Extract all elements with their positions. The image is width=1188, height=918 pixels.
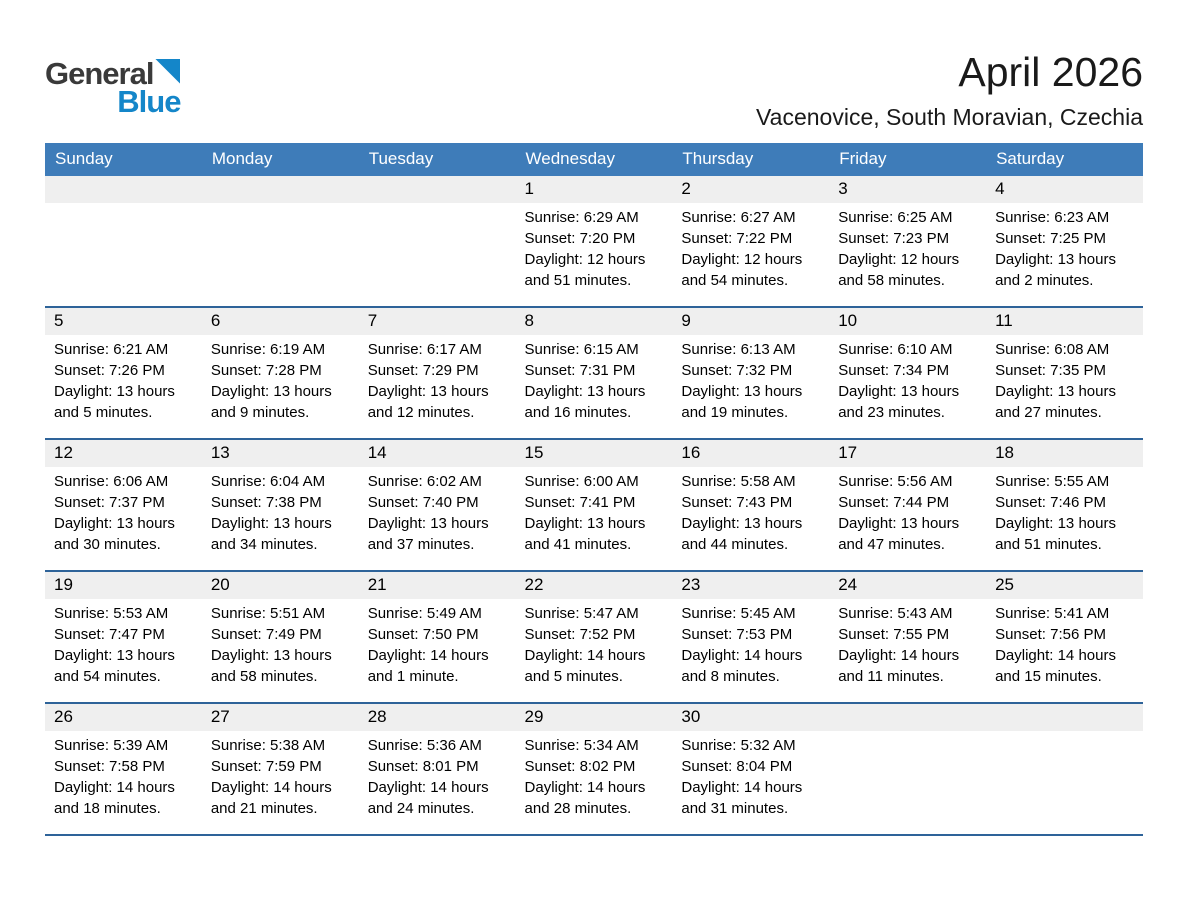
day-details (672, 599, 829, 702)
daylight-text: Daylight: 14 hours and 11 minutes. (838, 647, 960, 686)
sunrise-text: Sunrise: 6:04 AM (210, 473, 326, 491)
day-number: 16 (672, 440, 829, 467)
sunrise-text: Sunrise: 6:08 AM (995, 341, 1110, 359)
sunset-text: Sunset: 7:31 PM (524, 362, 636, 380)
sunset-text: Sunset: 7:41 PM (524, 494, 636, 512)
day-cell-9 (672, 307, 829, 439)
sunrise-text: Sunrise: 5:51 AM (210, 605, 326, 623)
sunset-text: Sunset: 7:26 PM (54, 362, 165, 380)
daylight-text: Daylight: 14 hours and 31 minutes. (681, 779, 803, 818)
month-title: April 2026 (958, 49, 1143, 95)
daylight-text: Daylight: 12 hours and 58 minutes. (838, 251, 960, 290)
sunrise-text: Sunrise: 6:02 AM (367, 473, 482, 491)
sunrise-text: Sunrise: 5:49 AM (367, 605, 482, 623)
empty-body (986, 731, 1143, 834)
day-cell-27 (202, 703, 359, 835)
sunrise-text: Sunrise: 5:45 AM (681, 605, 796, 623)
logo-text-blue: Blue (117, 84, 181, 119)
sunset-text: Sunset: 7:32 PM (681, 362, 793, 380)
day-details (202, 335, 359, 438)
sunset-text: Sunset: 7:47 PM (54, 626, 165, 644)
sunrise-text: Sunrise: 6:10 AM (838, 341, 953, 359)
logo-triangle-icon (155, 59, 180, 84)
sunset-text: Sunset: 7:25 PM (995, 230, 1106, 248)
day-cell-17 (829, 439, 986, 571)
sunset-text: Sunset: 8:04 PM (681, 758, 793, 776)
day-cell-18 (986, 439, 1143, 571)
sunrise-text: Sunrise: 5:43 AM (838, 605, 953, 623)
sunrise-text: Sunrise: 5:38 AM (210, 737, 326, 755)
sunset-text: Sunset: 7:56 PM (995, 626, 1106, 644)
daylight-text: Daylight: 13 hours and 44 minutes. (681, 515, 803, 554)
week-row-3 (45, 439, 1143, 571)
daylight-text: Daylight: 14 hours and 5 minutes. (524, 647, 646, 686)
sunset-text: Sunset: 7:43 PM (681, 494, 793, 512)
sunset-text: Sunset: 7:28 PM (210, 362, 322, 380)
weekday-header-thursday: Thursday (672, 143, 829, 176)
weekday-header-row (45, 143, 1143, 176)
day-number: 14 (359, 440, 516, 467)
day-details (45, 335, 202, 438)
sunrise-text: Sunrise: 6:15 AM (524, 341, 639, 359)
day-number: 27 (202, 704, 359, 731)
empty-strip (45, 176, 202, 203)
sunset-text: Sunset: 7:29 PM (367, 362, 479, 380)
day-cell-8 (516, 307, 673, 439)
day-cell-2 (672, 176, 829, 307)
empty-day-cell (45, 176, 202, 307)
sunset-text: Sunset: 7:44 PM (838, 494, 950, 512)
day-cell-13 (202, 439, 359, 571)
day-details (672, 731, 829, 834)
daylight-text: Daylight: 14 hours and 28 minutes. (524, 779, 646, 818)
daylight-text: Daylight: 13 hours and 54 minutes. (54, 647, 175, 686)
day-cell-10 (829, 307, 986, 439)
weekday-header-saturday: Saturday (986, 143, 1143, 176)
empty-day-cell (359, 176, 516, 307)
day-details (516, 335, 673, 438)
day-details (516, 203, 673, 306)
sunset-text: Sunset: 7:23 PM (838, 230, 950, 248)
empty-strip (986, 704, 1143, 731)
empty-strip (202, 176, 359, 203)
daylight-text: Daylight: 12 hours and 51 minutes. (524, 251, 646, 290)
day-details (829, 599, 986, 702)
sunrise-text: Sunrise: 6:23 AM (995, 209, 1110, 227)
day-number: 18 (986, 440, 1143, 467)
day-details (672, 467, 829, 570)
weekday-header-tuesday: Tuesday (359, 143, 516, 176)
sunrise-text: Sunrise: 6:17 AM (367, 341, 482, 359)
day-details (359, 599, 516, 702)
daylight-text: Daylight: 13 hours and 23 minutes. (838, 383, 960, 422)
daylight-text: Daylight: 13 hours and 34 minutes. (210, 515, 332, 554)
weekday-header-monday: Monday (202, 143, 359, 176)
day-number: 22 (516, 572, 673, 599)
day-details (45, 731, 202, 834)
day-details (986, 335, 1143, 438)
sunrise-text: Sunrise: 5:32 AM (681, 737, 796, 755)
day-details (986, 467, 1143, 570)
daylight-text: Daylight: 13 hours and 9 minutes. (210, 383, 332, 422)
week-row-4 (45, 571, 1143, 703)
day-cell-5 (45, 307, 202, 439)
day-details (986, 599, 1143, 702)
day-number: 9 (672, 308, 829, 335)
day-details (829, 203, 986, 306)
sunrise-text: Sunrise: 6:27 AM (681, 209, 796, 227)
daylight-text: Daylight: 14 hours and 1 minute. (367, 647, 489, 686)
empty-strip (829, 704, 986, 731)
day-number: 24 (829, 572, 986, 599)
day-number: 13 (202, 440, 359, 467)
day-cell-6 (202, 307, 359, 439)
location-subtitle: Vacenovice, South Moravian, Czechia (756, 104, 1143, 131)
day-number: 11 (986, 308, 1143, 335)
day-details (359, 335, 516, 438)
sunrise-text: Sunrise: 6:29 AM (524, 209, 639, 227)
day-cell-12 (45, 439, 202, 571)
day-cell-20 (202, 571, 359, 703)
sunrise-text: Sunrise: 5:39 AM (54, 737, 169, 755)
daylight-text: Daylight: 13 hours and 41 minutes. (524, 515, 646, 554)
daylight-text: Daylight: 14 hours and 15 minutes. (995, 647, 1116, 686)
week-row-5 (45, 703, 1143, 835)
day-number: 8 (516, 308, 673, 335)
daylight-text: Daylight: 13 hours and 16 minutes. (524, 383, 646, 422)
sunset-text: Sunset: 7:53 PM (681, 626, 793, 644)
day-number: 3 (829, 176, 986, 203)
day-number: 21 (359, 572, 516, 599)
day-cell-3 (829, 176, 986, 307)
daylight-text: Daylight: 13 hours and 12 minutes. (367, 383, 489, 422)
day-number: 25 (986, 572, 1143, 599)
sunset-text: Sunset: 7:37 PM (54, 494, 165, 512)
empty-strip (359, 176, 516, 203)
day-cell-19 (45, 571, 202, 703)
sunset-text: Sunset: 7:40 PM (367, 494, 479, 512)
sunset-text: Sunset: 7:58 PM (54, 758, 165, 776)
day-details (986, 203, 1143, 306)
day-number: 10 (829, 308, 986, 335)
day-details (359, 731, 516, 834)
sunrise-text: Sunrise: 5:53 AM (54, 605, 169, 623)
sunrise-text: Sunrise: 5:47 AM (524, 605, 639, 623)
day-cell-16 (672, 439, 829, 571)
daylight-text: Daylight: 13 hours and 19 minutes. (681, 383, 803, 422)
title-block (180, 50, 1143, 131)
daylight-text: Daylight: 14 hours and 24 minutes. (367, 779, 489, 818)
day-details (202, 731, 359, 834)
sunrise-text: Sunrise: 5:34 AM (524, 737, 639, 755)
daylight-text: Daylight: 13 hours and 47 minutes. (838, 515, 960, 554)
sunrise-text: Sunrise: 5:41 AM (995, 605, 1110, 623)
sunrise-text: Sunrise: 5:36 AM (367, 737, 482, 755)
daylight-text: Daylight: 12 hours and 54 minutes. (681, 251, 803, 290)
topbar (45, 50, 1143, 131)
sunset-text: Sunset: 7:59 PM (210, 758, 322, 776)
day-cell-7 (359, 307, 516, 439)
sunrise-text: Sunrise: 5:56 AM (838, 473, 953, 491)
sunrise-text: Sunrise: 6:21 AM (54, 341, 169, 359)
day-cell-22 (516, 571, 673, 703)
day-number: 7 (359, 308, 516, 335)
day-cell-24 (829, 571, 986, 703)
empty-body (359, 203, 516, 306)
day-number: 15 (516, 440, 673, 467)
sunset-text: Sunset: 7:46 PM (995, 494, 1106, 512)
week-row-1 (45, 176, 1143, 307)
daylight-text: Daylight: 14 hours and 8 minutes. (681, 647, 803, 686)
day-details (359, 467, 516, 570)
day-details (45, 467, 202, 570)
day-details (202, 599, 359, 702)
sunrise-text: Sunrise: 6:00 AM (524, 473, 639, 491)
sunset-text: Sunset: 7:20 PM (524, 230, 636, 248)
general-blue-logo (45, 50, 180, 117)
sunset-text: Sunset: 7:50 PM (367, 626, 479, 644)
day-number: 19 (45, 572, 202, 599)
day-number: 20 (202, 572, 359, 599)
day-cell-30 (672, 703, 829, 835)
day-details (202, 467, 359, 570)
day-cell-28 (359, 703, 516, 835)
day-details (45, 599, 202, 702)
day-number: 17 (829, 440, 986, 467)
day-number: 28 (359, 704, 516, 731)
weekday-header-sunday: Sunday (45, 143, 202, 176)
sunrise-text: Sunrise: 6:19 AM (210, 341, 326, 359)
day-cell-11 (986, 307, 1143, 439)
sunset-text: Sunset: 7:49 PM (210, 626, 322, 644)
weekday-header-friday: Friday (829, 143, 986, 176)
daylight-text: Daylight: 14 hours and 18 minutes. (54, 779, 175, 818)
empty-day-cell (202, 176, 359, 307)
day-number: 5 (45, 308, 202, 335)
sunrise-text: Sunrise: 5:58 AM (681, 473, 796, 491)
day-details (516, 467, 673, 570)
sunset-text: Sunset: 7:34 PM (838, 362, 950, 380)
sunrise-text: Sunrise: 6:25 AM (838, 209, 953, 227)
day-details (672, 203, 829, 306)
daylight-text: Daylight: 13 hours and 5 minutes. (54, 383, 175, 422)
daylight-text: Daylight: 13 hours and 2 minutes. (995, 251, 1116, 290)
day-cell-15 (516, 439, 673, 571)
day-number: 29 (516, 704, 673, 731)
daylight-text: Daylight: 13 hours and 30 minutes. (54, 515, 175, 554)
empty-day-cell (829, 703, 986, 835)
sunrise-text: Sunrise: 6:13 AM (681, 341, 796, 359)
daylight-text: Daylight: 13 hours and 27 minutes. (995, 383, 1116, 422)
day-number: 2 (672, 176, 829, 203)
day-number: 12 (45, 440, 202, 467)
day-details (516, 731, 673, 834)
logo-text-general: General (45, 56, 154, 91)
empty-body (829, 731, 986, 834)
day-cell-21 (359, 571, 516, 703)
day-cell-1 (516, 176, 673, 307)
day-details (829, 335, 986, 438)
day-number: 4 (986, 176, 1143, 203)
day-number: 30 (672, 704, 829, 731)
sunset-text: Sunset: 7:35 PM (995, 362, 1106, 380)
day-cell-29 (516, 703, 673, 835)
day-cell-23 (672, 571, 829, 703)
daylight-text: Daylight: 13 hours and 58 minutes. (210, 647, 332, 686)
daylight-text: Daylight: 13 hours and 51 minutes. (995, 515, 1116, 554)
day-details (672, 335, 829, 438)
daylight-text: Daylight: 13 hours and 37 minutes. (367, 515, 489, 554)
calendar-table (45, 143, 1143, 836)
sunrise-text: Sunrise: 6:06 AM (54, 473, 169, 491)
empty-day-cell (986, 703, 1143, 835)
day-cell-25 (986, 571, 1143, 703)
daylight-text: Daylight: 14 hours and 21 minutes. (210, 779, 332, 818)
sunrise-text: Sunrise: 5:55 AM (995, 473, 1110, 491)
day-number: 6 (202, 308, 359, 335)
day-number: 23 (672, 572, 829, 599)
week-row-2 (45, 307, 1143, 439)
sunset-text: Sunset: 7:55 PM (838, 626, 950, 644)
empty-body (45, 203, 202, 306)
day-number: 26 (45, 704, 202, 731)
day-details (516, 599, 673, 702)
day-cell-4 (986, 176, 1143, 307)
day-cell-14 (359, 439, 516, 571)
sunset-text: Sunset: 7:38 PM (210, 494, 322, 512)
sunset-text: Sunset: 7:22 PM (681, 230, 793, 248)
sunset-text: Sunset: 8:01 PM (367, 758, 479, 776)
day-cell-26 (45, 703, 202, 835)
day-number: 1 (516, 176, 673, 203)
sunset-text: Sunset: 8:02 PM (524, 758, 636, 776)
weekday-header-wednesday: Wednesday (516, 143, 673, 176)
sunset-text: Sunset: 7:52 PM (524, 626, 636, 644)
empty-body (202, 203, 359, 306)
day-details (829, 467, 986, 570)
